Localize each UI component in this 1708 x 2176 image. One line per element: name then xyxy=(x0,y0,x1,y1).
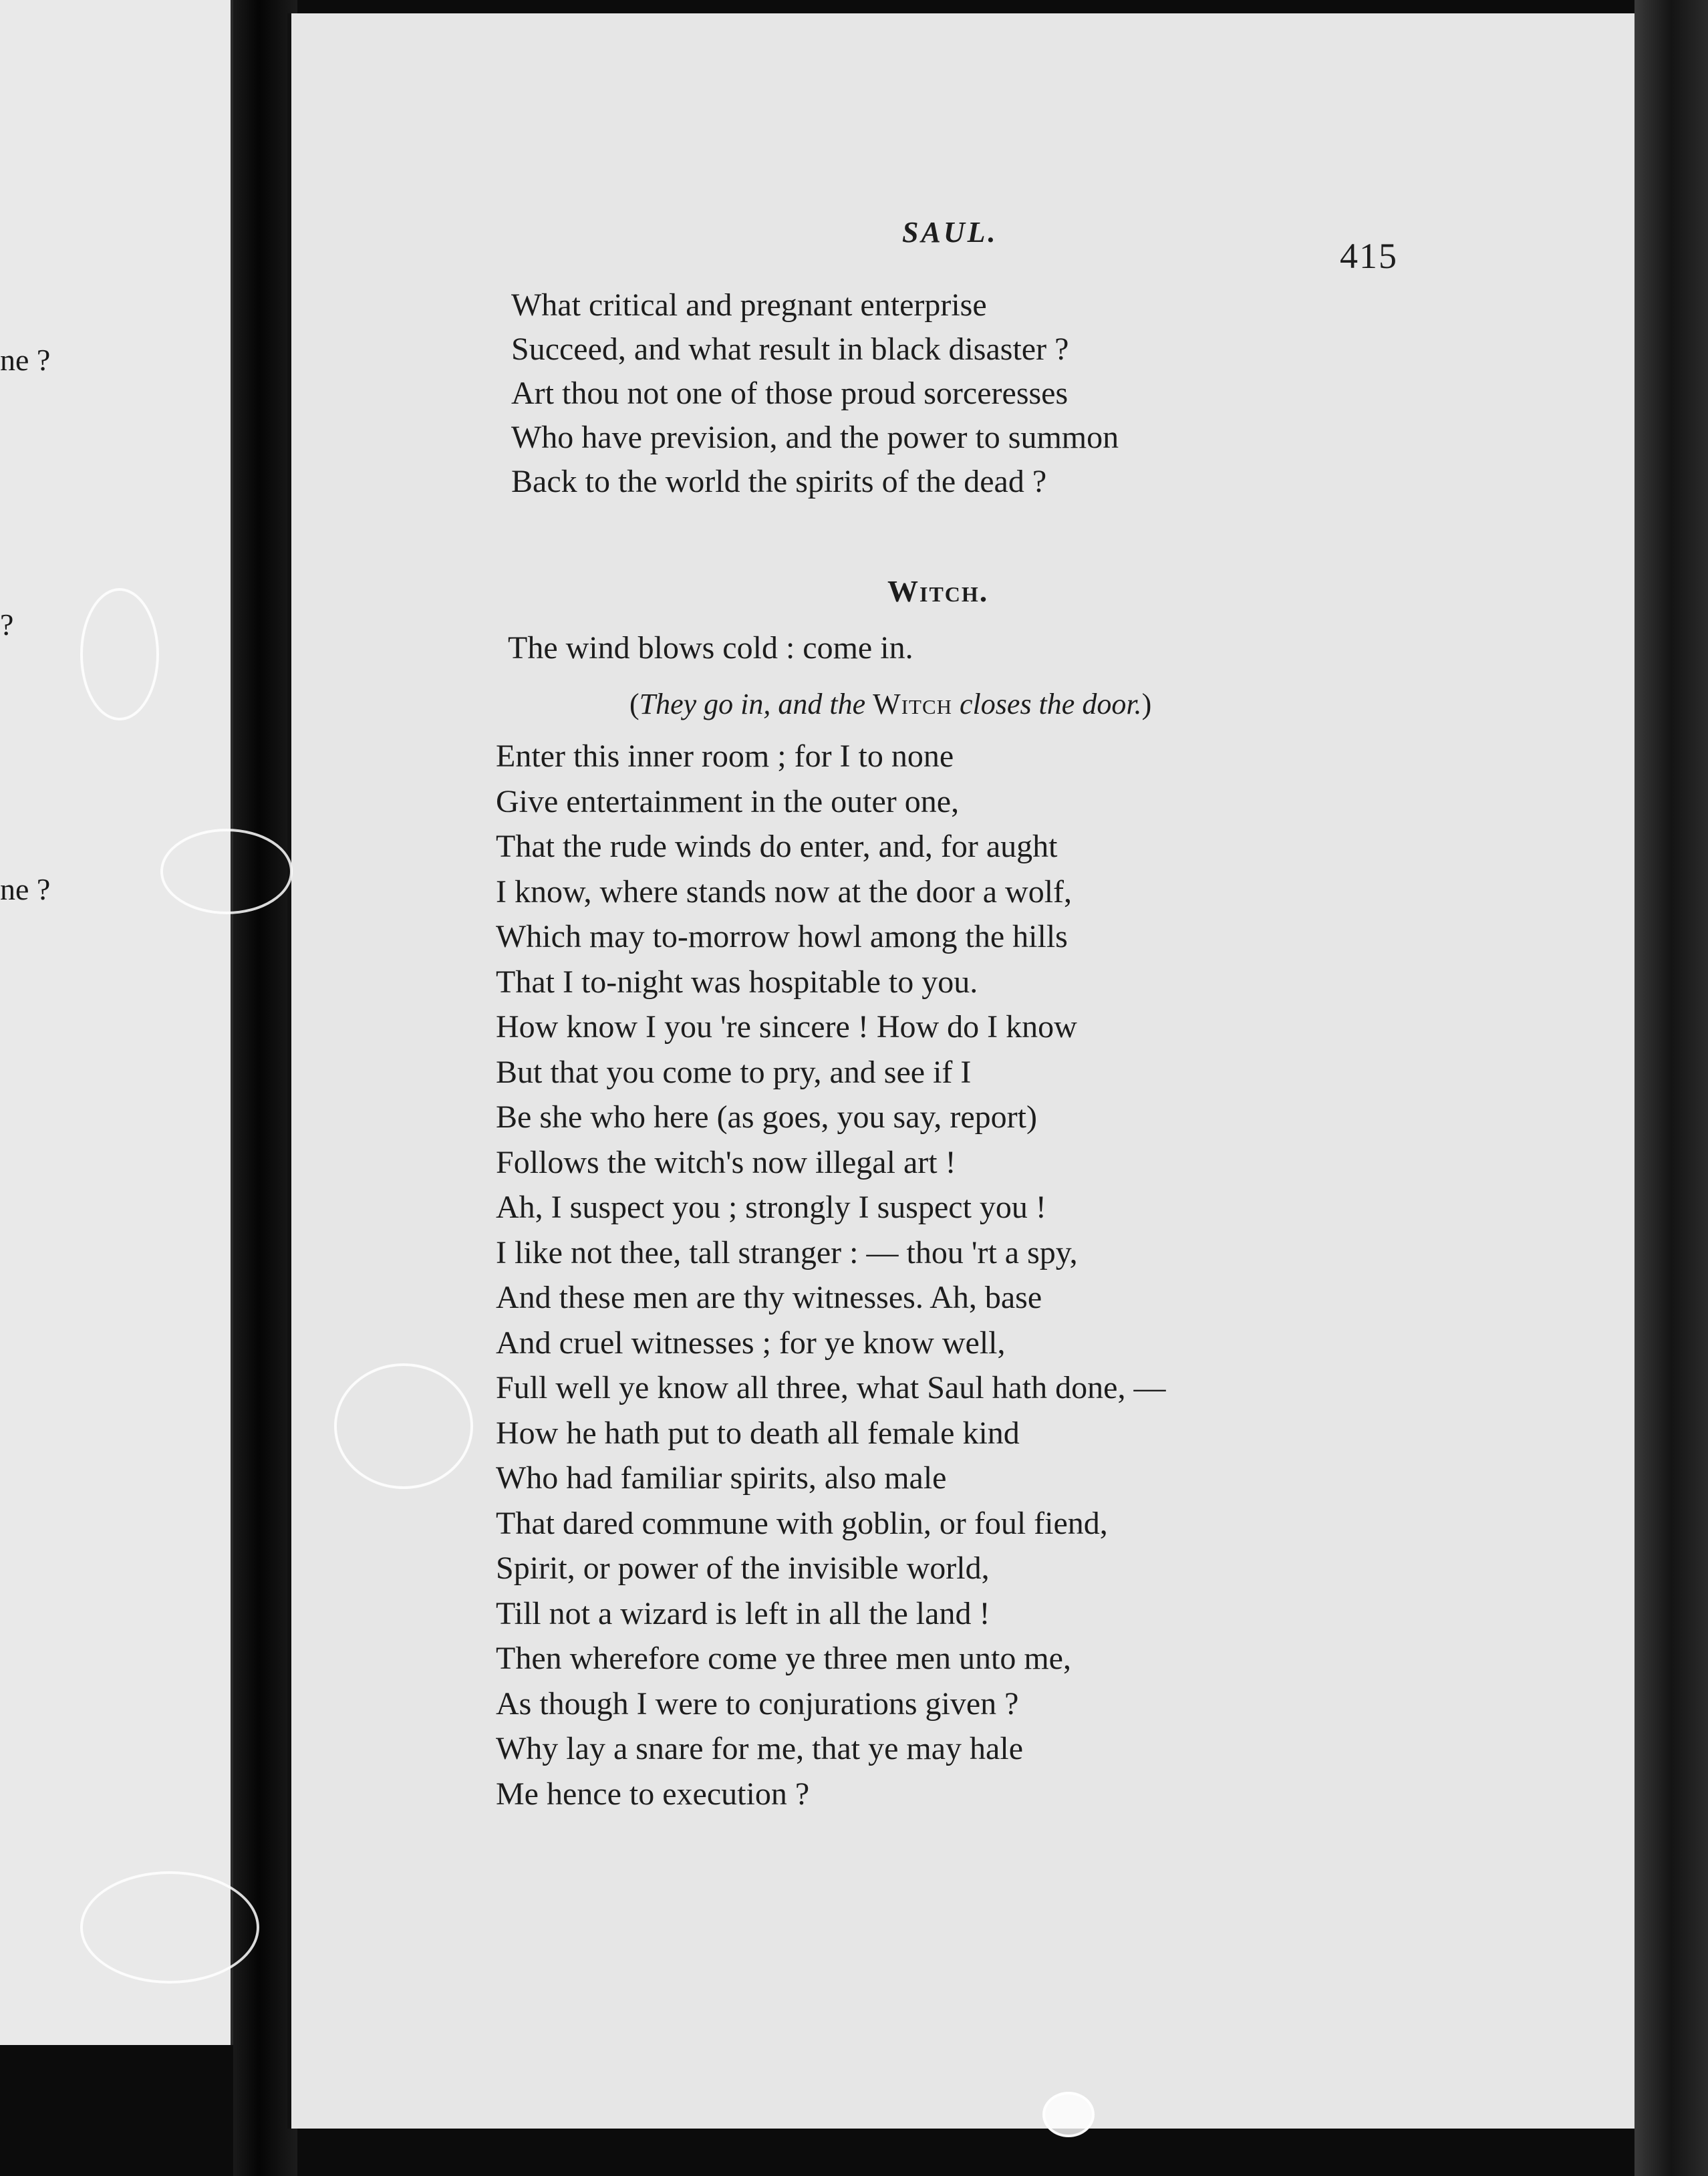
left-page-fragment: ne ? xyxy=(0,343,51,377)
left-facing-page xyxy=(0,0,233,2045)
running-head: SAUL. xyxy=(902,216,998,249)
verse-line: Give entertainment in the outer one, xyxy=(496,783,960,819)
witch-speech xyxy=(496,734,1165,1816)
verse-line: Ah, I suspect you ; strongly I suspect you ! xyxy=(496,1190,1046,1225)
verse-line: Why lay a snare for me, that ye may hale xyxy=(496,1731,1023,1766)
verse-line: Follows the witch's now illegal art ! xyxy=(496,1144,956,1180)
verse-line: Art thou not one of those proud sorceresses xyxy=(511,376,1069,411)
verse-line: Till not a wizard is left in all the land ! xyxy=(496,1595,990,1631)
verse-line: How he hath put to death all female kind xyxy=(496,1415,1020,1451)
verse-line: Spirit, or power of the invisible world, xyxy=(496,1550,990,1586)
verse-line: That dared commune with goblin, or foul fiend, xyxy=(496,1505,1108,1541)
scan-dust-mark xyxy=(80,588,159,720)
left-page-fragment: ne ? xyxy=(0,872,51,906)
verse-line: I know, where stands now at the door a wolf, xyxy=(496,873,1073,910)
scan-dust-mark xyxy=(160,829,293,914)
verse-line: Succeed, and what result in black disaster ? xyxy=(511,331,1069,367)
stage-direction-text: closes the door. xyxy=(960,688,1142,720)
left-page-fragment: ? xyxy=(0,607,14,642)
verse-line: Enter this inner room ; for I to none xyxy=(496,738,954,774)
verse-line: Back to the world the spirits of the dead ? xyxy=(511,464,1047,499)
verse-line: Who have prevision, and the power to summon xyxy=(511,420,1119,455)
scan-dust-mark xyxy=(334,1363,473,1489)
verse-line: Be she who here (as goes, you say, report) xyxy=(496,1099,1037,1135)
verse-line: Me hence to execution ? xyxy=(496,1776,810,1812)
verse-line: Then wherefore come ye three men unto me, xyxy=(496,1641,1071,1676)
verse-line: As though I were to conjurations given ? xyxy=(496,1685,1019,1722)
verse-line: That the rude winds do enter, and, for aught xyxy=(496,829,1058,864)
scan-dust-mark xyxy=(1042,2092,1095,2137)
stage-direction-text: They go in, and the xyxy=(639,688,866,720)
verse-line: And cruel witnesses ; for ye know well, xyxy=(496,1325,1006,1361)
verse-line: I like not thee, tall stranger : — thou 'rt a spy, xyxy=(496,1234,1078,1270)
book-cover-edge xyxy=(1634,0,1708,2176)
verse-line: But that you come to pry, and see if I xyxy=(496,1054,972,1090)
verse-line: Who had familiar spirits, also male xyxy=(496,1460,947,1496)
verse-line: Full well ye know all three, what Saul hath done, — xyxy=(496,1370,1166,1405)
opening-verse xyxy=(511,283,1119,504)
stage-direction-open: ( xyxy=(629,688,639,720)
stage-direction-character: Witch xyxy=(873,688,953,720)
speaker-heading: Witch. xyxy=(887,574,989,608)
speaker-first-line: The wind blows cold : come in. xyxy=(508,630,913,666)
stage-direction xyxy=(629,687,1151,721)
verse-line: Which may to-morrow howl among the hills xyxy=(496,919,1068,954)
stage-direction-close: ) xyxy=(1141,688,1152,720)
verse-line: What critical and pregnant enterprise xyxy=(511,287,987,323)
scan-dust-mark xyxy=(80,1871,259,1984)
verse-line: That I to-night was hospitable to you. xyxy=(496,964,978,1000)
page-number: 415 xyxy=(1340,236,1398,276)
verse-line: And these men are thy witnesses. Ah, base xyxy=(496,1280,1042,1315)
verse-line: How know I you 're sincere ! How do I know xyxy=(496,1009,1077,1045)
